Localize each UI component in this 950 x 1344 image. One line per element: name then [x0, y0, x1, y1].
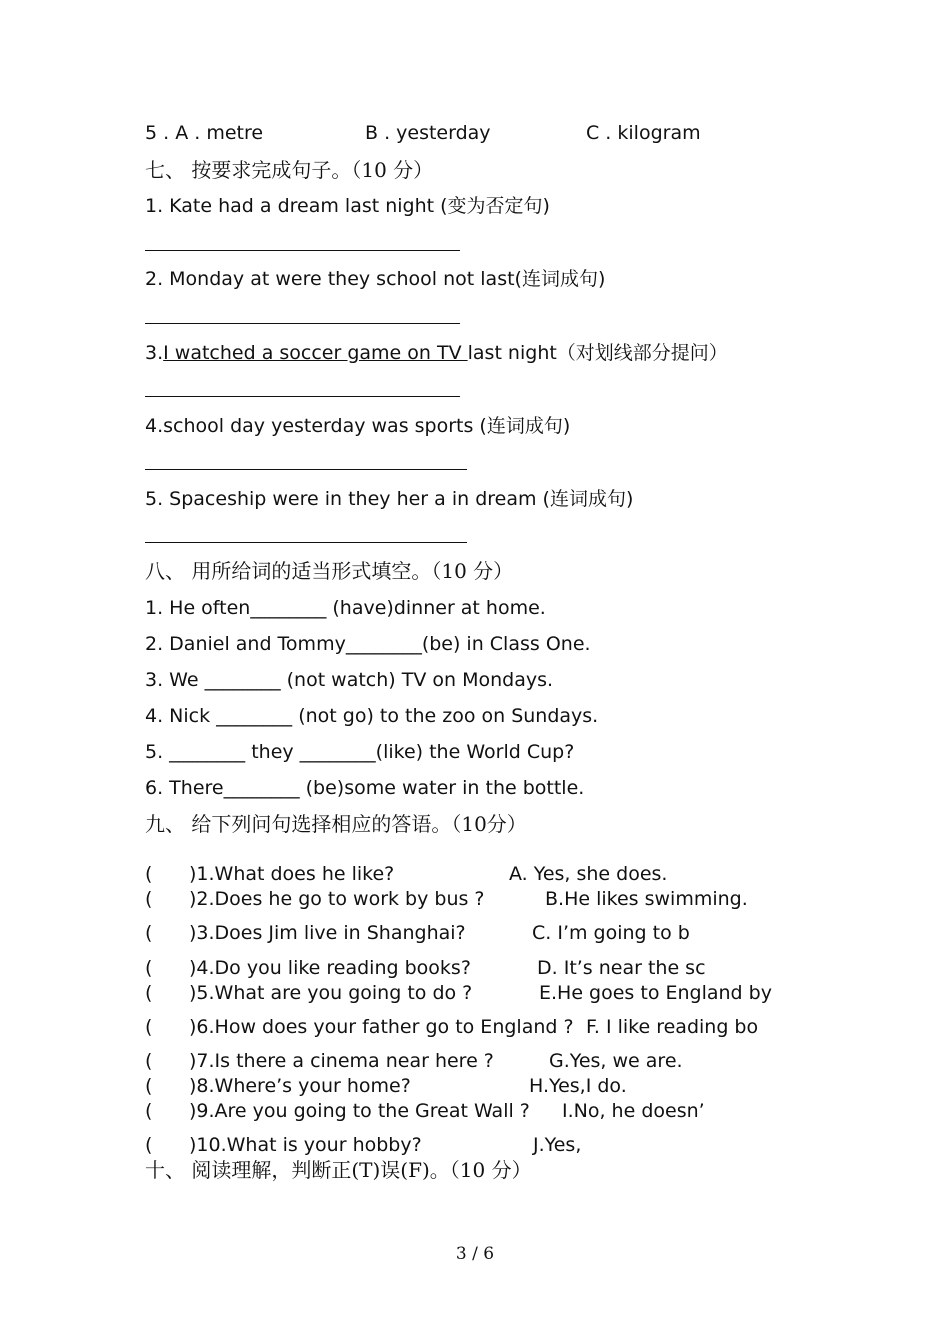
- match-answer: A. Yes, she does.: [509, 863, 668, 885]
- section9-title: 九、 给下列问句选择相应的答语。（10分）: [145, 812, 527, 836]
- section8-item-1: 1. He often________ (have)dinner at home.: [145, 597, 546, 619]
- answer-paren: (: [145, 863, 153, 885]
- match-question: )10.What is your hobby?: [189, 1134, 422, 1156]
- match-answer: B.He likes swimming.: [545, 888, 748, 910]
- answer-paren: (: [145, 1050, 153, 1072]
- section7-item-1: 1. Kate had a dream last night (变为否定句): [145, 195, 550, 217]
- section8-title: 八、 用所给词的适当形式填空。（10 分）: [145, 559, 514, 583]
- section8-item-2: 2. Daniel and Tommy________(be) in Class One.: [145, 633, 591, 655]
- answer-paren: (: [145, 982, 153, 1004]
- answer-line-2: [145, 323, 460, 324]
- match-answer: I.No, he doesn’: [562, 1100, 705, 1122]
- q5-option-b: B . yesterday: [365, 122, 491, 144]
- q5-option-c: C . kilogram: [586, 122, 701, 144]
- match-question: )7.Is there a cinema near here ?: [189, 1050, 494, 1072]
- match-answer: J.Yes,: [533, 1134, 582, 1156]
- answer-paren: (: [145, 957, 153, 979]
- section8-item-5: 5. ________ they ________(like) the World Cup?: [145, 741, 575, 763]
- q5-option-a: 5 . A . metre: [145, 122, 264, 144]
- section7-title: 七、 按要求完成句子。（10 分）: [145, 158, 434, 182]
- item3-underlined-text: I watched a soccer game on TV: [163, 342, 468, 364]
- match-answer: C. I’m going to b: [532, 922, 690, 944]
- match-answer: E.He goes to England by: [539, 982, 772, 1004]
- section7-item-5: 5. Spaceship were in they her a in dream (连词成句): [145, 488, 634, 510]
- answer-paren: (: [145, 922, 153, 944]
- section8-item-6: 6. There________ (be)some water in the bottle.: [145, 777, 585, 799]
- section7-item-2: 2. Monday at were they school not last(连词成句): [145, 268, 606, 290]
- match-question: )9.Are you going to the Great Wall ?: [189, 1100, 530, 1122]
- section8-item-4: 4. Nick ________ (not go) to the zoo on Sundays.: [145, 705, 599, 727]
- section8-item-3: 3. We ________ (not watch) TV on Mondays.: [145, 669, 554, 691]
- answer-line-3: [145, 396, 460, 397]
- match-question: )3.Does Jim live in Shanghai?: [189, 922, 466, 944]
- section7-item-3: [145, 341, 728, 365]
- match-question: )6.How does your father go to England ?: [189, 1016, 574, 1038]
- match-question: )4.Do you like reading books?: [189, 957, 471, 979]
- match-answer: F. I like reading bo: [586, 1016, 759, 1038]
- match-answer: D. It’s near the sc: [537, 957, 706, 979]
- section7-item-4: 4.school day yesterday was sports (连词成句): [145, 415, 571, 437]
- match-answer: G.Yes, we are.: [549, 1050, 683, 1072]
- match-question: )1.What does he like?: [189, 863, 395, 885]
- item3-rest: last night（对划线部分提问）: [467, 342, 728, 364]
- answer-paren: (: [145, 888, 153, 910]
- answer-paren: (: [145, 1134, 153, 1156]
- section10-title: 十、 阅读理解，判断正(T)误(F)。（10 分）: [145, 1158, 532, 1182]
- answer-line-5: [145, 542, 467, 543]
- answer-paren: (: [145, 1100, 153, 1122]
- match-answer: H.Yes,I do.: [529, 1075, 627, 1097]
- page-number: 3 / 6: [455, 1244, 495, 1264]
- answer-line-1: [145, 250, 460, 251]
- answer-paren: (: [145, 1016, 153, 1038]
- match-question: )2.Does he go to work by bus ?: [189, 888, 485, 910]
- answer-paren: (: [145, 1075, 153, 1097]
- answer-line-4: [145, 469, 467, 470]
- item3-prefix: 3.: [145, 342, 164, 364]
- match-question: )5.What are you going to do ?: [189, 982, 473, 1004]
- match-question: )8.Where’s your home?: [189, 1075, 411, 1097]
